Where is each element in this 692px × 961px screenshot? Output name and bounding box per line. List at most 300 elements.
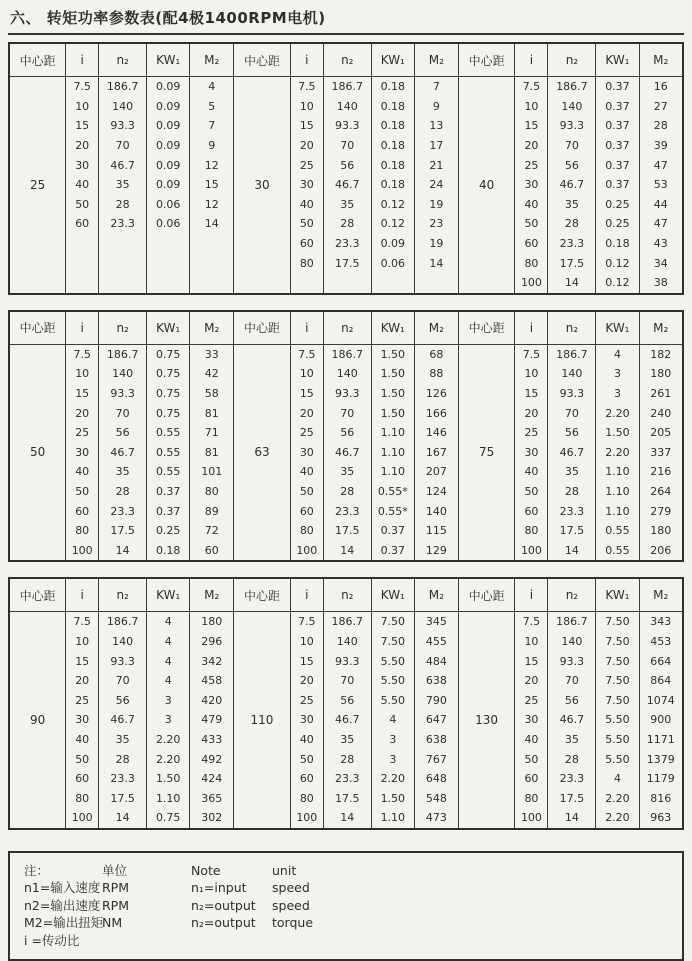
data-cell: 100	[290, 808, 323, 829]
data-cell: 0.37	[147, 482, 190, 502]
data-cell: 2.20	[596, 808, 639, 829]
data-cell: 40	[66, 462, 99, 482]
data-cell: 20	[66, 671, 99, 691]
legend-text	[191, 932, 272, 950]
data-cell	[414, 273, 458, 294]
data-cell: 13	[414, 116, 458, 136]
data-cell: 56	[548, 423, 596, 443]
data-cell: 7.5	[66, 344, 99, 364]
col-header-power-kw1: KW₁	[596, 311, 639, 345]
data-cell: 2.20	[147, 730, 190, 750]
data-cell: 0.55*	[371, 501, 414, 521]
data-cell	[323, 273, 371, 294]
legend-text: RPM	[102, 897, 130, 913]
center-distance-value: 50	[9, 344, 66, 561]
data-cell: 7.5	[290, 344, 323, 364]
data-cell: 264	[639, 482, 683, 502]
data-cell: 1.10	[371, 443, 414, 463]
col-header-ratio-i: i	[290, 311, 323, 345]
data-cell: 15	[515, 116, 548, 136]
data-cell: 60	[66, 769, 99, 789]
data-cell: 35	[548, 462, 596, 482]
header-row	[9, 43, 683, 77]
data-cell: 28	[99, 482, 147, 502]
legend-text: i =传动比	[24, 932, 80, 948]
data-cell: 15	[66, 116, 99, 136]
data-cell: 342	[190, 651, 234, 671]
legend-row	[24, 897, 676, 915]
data-cell: 21	[414, 155, 458, 175]
col-header-ratio-i: i	[290, 578, 323, 612]
data-cell: 80	[515, 788, 548, 808]
table-row	[9, 364, 683, 384]
data-cell: 12	[190, 155, 234, 175]
data-cell	[190, 253, 234, 273]
data-cell: 140	[548, 97, 596, 117]
data-cell: 80	[66, 521, 99, 541]
center-distance-value: 25	[9, 77, 66, 294]
table-row	[9, 769, 683, 789]
col-header-power-kw1: KW₁	[596, 43, 639, 77]
data-cell: 28	[639, 116, 683, 136]
data-cell: 17.5	[99, 788, 147, 808]
data-cell: 28	[548, 482, 596, 502]
data-cell: 0.25	[147, 521, 190, 541]
data-cell: 15	[190, 175, 234, 195]
data-cell: 100	[515, 540, 548, 561]
data-cell: 261	[639, 384, 683, 404]
data-cell	[99, 273, 147, 294]
data-cell: 40	[66, 175, 99, 195]
data-cell: 60	[290, 234, 323, 254]
col-header-torque-m2: M₂	[639, 578, 683, 612]
data-cell: 180	[639, 364, 683, 384]
data-cell: 15	[66, 651, 99, 671]
data-cell: 484	[414, 651, 458, 671]
data-cell: 0.75	[147, 344, 190, 364]
data-cell	[190, 234, 234, 254]
data-cell: 2.20	[147, 749, 190, 769]
data-cell: 70	[99, 403, 147, 423]
data-cell: 492	[190, 749, 234, 769]
table-row	[9, 195, 683, 215]
data-cell: 46.7	[548, 175, 596, 195]
data-cell: 50	[515, 482, 548, 502]
data-cell: 80	[66, 788, 99, 808]
table-row	[9, 97, 683, 117]
data-cell: 5	[190, 97, 234, 117]
data-cell: 46.7	[323, 710, 371, 730]
data-cell: 40	[66, 730, 99, 750]
data-cell: 180	[639, 521, 683, 541]
data-cell: 343	[639, 612, 683, 632]
data-cell: 7.5	[515, 344, 548, 364]
data-cell: 80	[190, 482, 234, 502]
data-cell: 40	[290, 195, 323, 215]
data-cell: 35	[548, 195, 596, 215]
data-cell: 0.18	[371, 77, 414, 97]
data-cell: 0.18	[371, 116, 414, 136]
data-cell: 7.5	[515, 77, 548, 97]
data-cell: 4	[190, 77, 234, 97]
data-cell: 23.3	[323, 234, 371, 254]
legend-row	[24, 932, 676, 950]
data-cell: 56	[99, 690, 147, 710]
data-cell: 1.50	[147, 769, 190, 789]
data-cell: 25	[290, 155, 323, 175]
data-cell: 80	[515, 521, 548, 541]
data-cell: 56	[548, 690, 596, 710]
legend-text: torque	[272, 915, 314, 931]
col-header-power-kw1: KW₁	[147, 43, 190, 77]
data-cell: 345	[414, 612, 458, 632]
data-cell: 70	[323, 403, 371, 423]
table-row	[9, 612, 683, 632]
data-cell: 19	[414, 195, 458, 215]
data-cell: 473	[414, 808, 458, 829]
table-row	[9, 175, 683, 195]
data-cell: 5.50	[371, 651, 414, 671]
data-cell: 17.5	[548, 521, 596, 541]
data-cell: 23	[414, 214, 458, 234]
data-cell: 124	[414, 482, 458, 502]
col-header-power-kw1: KW₁	[147, 311, 190, 345]
data-cell: 16	[639, 77, 683, 97]
center-distance-value: 130	[458, 612, 515, 829]
legend-text: n2=输出速度	[24, 897, 101, 913]
col-header-ratio-i: i	[515, 578, 548, 612]
data-cell: 0.12	[371, 214, 414, 234]
data-cell: 80	[290, 788, 323, 808]
data-cell: 23.3	[323, 501, 371, 521]
data-cell: 23.3	[548, 501, 596, 521]
data-cell: 10	[66, 632, 99, 652]
data-cell: 3	[147, 690, 190, 710]
data-cell: 0.55	[147, 443, 190, 463]
data-cell: 25	[290, 423, 323, 443]
data-cell: 7.5	[66, 612, 99, 632]
data-cell: 30	[515, 710, 548, 730]
data-cell	[147, 234, 190, 254]
data-cell: 70	[548, 403, 596, 423]
data-cell: 28	[548, 214, 596, 234]
data-cell: 186.7	[548, 344, 596, 364]
data-cell: 17.5	[323, 788, 371, 808]
data-cell: 0.09	[147, 155, 190, 175]
data-cell: 5.50	[371, 690, 414, 710]
data-cell: 93.3	[323, 116, 371, 136]
data-cell: 28	[323, 214, 371, 234]
data-cell: 40	[515, 730, 548, 750]
legend-text: M2=输出扭矩	[24, 915, 104, 931]
data-cell: 17	[414, 136, 458, 156]
data-cell: 648	[414, 769, 458, 789]
data-cell: 17.5	[323, 253, 371, 273]
data-cell: 0.06	[147, 195, 190, 215]
table-row	[9, 749, 683, 769]
data-cell: 50	[515, 749, 548, 769]
data-cell: 30	[515, 443, 548, 463]
data-cell: 20	[515, 403, 548, 423]
table-row	[9, 671, 683, 691]
data-cell: 30	[290, 710, 323, 730]
col-header-center-distance: 中心距	[458, 43, 515, 77]
data-cell: 3	[596, 364, 639, 384]
data-cell: 1.50	[596, 423, 639, 443]
col-header-center-distance: 中心距	[234, 43, 291, 77]
center-distance-value: 40	[458, 77, 515, 294]
data-cell: 93.3	[548, 651, 596, 671]
data-cell: 50	[290, 482, 323, 502]
data-cell: 70	[323, 671, 371, 691]
data-cell: 60	[515, 501, 548, 521]
data-cell: 0.18	[596, 234, 639, 254]
data-cell: 7	[190, 116, 234, 136]
data-cell: 68	[414, 344, 458, 364]
data-cell: 115	[414, 521, 458, 541]
data-cell: 424	[190, 769, 234, 789]
data-cell: 40	[515, 195, 548, 215]
data-cell: 10	[66, 97, 99, 117]
data-cell: 100	[66, 808, 99, 829]
data-cell: 46.7	[99, 443, 147, 463]
data-cell: 790	[414, 690, 458, 710]
data-cell: 9	[414, 97, 458, 117]
data-cell: 2.20	[596, 403, 639, 423]
data-cell: 60	[66, 214, 99, 234]
col-header-output-speed-n2: n₂	[548, 311, 596, 345]
data-cell: 15	[515, 651, 548, 671]
data-cell: 12	[190, 195, 234, 215]
data-cell: 20	[66, 136, 99, 156]
data-cell: 50	[66, 749, 99, 769]
parameter-table-1	[8, 42, 684, 295]
table-row	[9, 443, 683, 463]
legend-text: RPM	[102, 880, 130, 896]
data-cell: 89	[190, 501, 234, 521]
data-cell: 186.7	[323, 344, 371, 364]
data-cell: 56	[99, 423, 147, 443]
data-cell: 50	[66, 482, 99, 502]
col-header-output-speed-n2: n₂	[548, 578, 596, 612]
legend-text: NM	[102, 915, 123, 931]
data-cell: 1.10	[596, 462, 639, 482]
data-cell: 15	[515, 384, 548, 404]
table-row	[9, 403, 683, 423]
table-row	[9, 482, 683, 502]
data-cell: 126	[414, 384, 458, 404]
data-cell: 10	[515, 364, 548, 384]
table-row	[9, 423, 683, 443]
col-header-output-speed-n2: n₂	[548, 43, 596, 77]
table-row	[9, 690, 683, 710]
col-header-torque-m2: M₂	[414, 43, 458, 77]
data-cell: 5.50	[596, 710, 639, 730]
center-distance-value: 90	[9, 612, 66, 829]
data-cell: 0.75	[147, 808, 190, 829]
data-cell: 0.37	[596, 175, 639, 195]
col-header-ratio-i: i	[515, 43, 548, 77]
data-cell: 56	[323, 423, 371, 443]
data-cell: 140	[99, 364, 147, 384]
data-cell: 25	[515, 690, 548, 710]
data-cell: 7.50	[596, 671, 639, 691]
data-cell: 100	[66, 540, 99, 561]
data-cell: 56	[323, 690, 371, 710]
table-row	[9, 501, 683, 521]
data-cell: 140	[99, 632, 147, 652]
data-cell: 0.06	[371, 253, 414, 273]
data-cell: 140	[323, 632, 371, 652]
col-header-power-kw1: KW₁	[147, 578, 190, 612]
data-cell: 93.3	[99, 116, 147, 136]
data-cell: 0.09	[147, 77, 190, 97]
data-cell: 0.37	[147, 501, 190, 521]
col-header-power-kw1: KW₁	[371, 311, 414, 345]
data-cell: 0.37	[596, 116, 639, 136]
data-cell: 0.75	[147, 364, 190, 384]
table-row	[9, 384, 683, 404]
data-cell: 7.50	[596, 651, 639, 671]
data-cell	[66, 273, 99, 294]
data-cell: 0.09	[147, 97, 190, 117]
col-header-center-distance: 中心距	[458, 578, 515, 612]
data-cell: 1.10	[371, 462, 414, 482]
data-cell: 0.37	[371, 521, 414, 541]
legend-text: speed	[272, 880, 310, 896]
data-cell: 93.3	[323, 384, 371, 404]
col-header-center-distance: 中心距	[9, 578, 66, 612]
data-cell: 302	[190, 808, 234, 829]
data-cell: 30	[515, 175, 548, 195]
col-header-power-kw1: KW₁	[371, 578, 414, 612]
parameter-table-3	[8, 577, 684, 830]
data-cell: 0.37	[596, 136, 639, 156]
legend-text: 单位	[102, 862, 128, 878]
data-cell: 4	[147, 612, 190, 632]
data-cell: 0.37	[371, 540, 414, 561]
data-cell: 35	[323, 730, 371, 750]
data-cell: 46.7	[548, 710, 596, 730]
data-cell: 15	[290, 651, 323, 671]
table-row	[9, 462, 683, 482]
col-header-output-speed-n2: n₂	[99, 43, 147, 77]
data-cell: 4	[147, 671, 190, 691]
table-row	[9, 808, 683, 829]
legend-row	[24, 914, 676, 932]
data-cell: 88	[414, 364, 458, 384]
data-cell: 0.18	[147, 540, 190, 561]
data-cell: 1.50	[371, 788, 414, 808]
data-cell: 0.18	[371, 97, 414, 117]
data-cell: 35	[99, 462, 147, 482]
data-cell: 4	[596, 344, 639, 364]
data-cell: 140	[414, 501, 458, 521]
legend-text	[102, 932, 191, 950]
data-cell: 186.7	[99, 344, 147, 364]
data-cell: 80	[290, 521, 323, 541]
data-cell: 10	[290, 364, 323, 384]
data-cell: 182	[639, 344, 683, 364]
data-cell: 56	[323, 155, 371, 175]
data-cell: 207	[414, 462, 458, 482]
col-header-torque-m2: M₂	[190, 43, 234, 77]
data-cell: 25	[290, 690, 323, 710]
data-cell	[147, 273, 190, 294]
data-cell: 548	[414, 788, 458, 808]
data-cell	[290, 273, 323, 294]
parameter-table-2	[8, 310, 684, 563]
data-cell: 206	[639, 540, 683, 561]
data-cell: 0.09	[147, 136, 190, 156]
data-cell: 53	[639, 175, 683, 195]
legend-text: n₁=input	[191, 880, 247, 896]
data-cell: 28	[548, 749, 596, 769]
data-cell: 1.10	[371, 423, 414, 443]
data-cell: 0.37	[596, 97, 639, 117]
data-cell: 19	[414, 234, 458, 254]
data-cell: 28	[323, 749, 371, 769]
data-cell: 38	[639, 273, 683, 294]
data-cell: 1.50	[371, 364, 414, 384]
data-cell: 7.50	[371, 632, 414, 652]
data-cell: 50	[290, 749, 323, 769]
data-cell: 0.37	[596, 155, 639, 175]
data-cell: 4	[371, 710, 414, 730]
data-cell: 81	[190, 443, 234, 463]
table-row	[9, 344, 683, 364]
data-cell: 14	[323, 540, 371, 561]
data-cell: 47	[639, 155, 683, 175]
table-row	[9, 632, 683, 652]
data-cell: 0.55	[596, 521, 639, 541]
data-cell: 0.09	[147, 175, 190, 195]
data-cell: 70	[99, 671, 147, 691]
data-cell: 30	[66, 155, 99, 175]
data-cell: 80	[290, 253, 323, 273]
data-cell: 14	[548, 540, 596, 561]
legend-text: n1=输入速度	[24, 880, 101, 896]
col-header-torque-m2: M₂	[190, 578, 234, 612]
data-cell: 0.55*	[371, 482, 414, 502]
data-cell: 216	[639, 462, 683, 482]
data-cell: 0.75	[147, 384, 190, 404]
data-cell: 14	[323, 808, 371, 829]
data-cell: 20	[66, 403, 99, 423]
data-cell: 17.5	[99, 521, 147, 541]
data-cell: 50	[66, 195, 99, 215]
data-cell: 93.3	[99, 384, 147, 404]
data-cell: 24	[414, 175, 458, 195]
data-cell: 1.50	[371, 403, 414, 423]
table-row	[9, 730, 683, 750]
data-cell: 0.55	[147, 462, 190, 482]
col-header-output-speed-n2: n₂	[323, 43, 371, 77]
data-cell	[66, 253, 99, 273]
data-cell: 7	[414, 77, 458, 97]
data-cell: 93.3	[548, 384, 596, 404]
data-cell: 28	[99, 749, 147, 769]
table-row	[9, 116, 683, 136]
data-cell: 180	[190, 612, 234, 632]
data-cell: 963	[639, 808, 683, 829]
data-cell: 296	[190, 632, 234, 652]
data-cell: 10	[290, 632, 323, 652]
data-cell: 60	[290, 501, 323, 521]
data-cell: 93.3	[99, 651, 147, 671]
data-cell: 1179	[639, 769, 683, 789]
data-cell: 35	[323, 462, 371, 482]
